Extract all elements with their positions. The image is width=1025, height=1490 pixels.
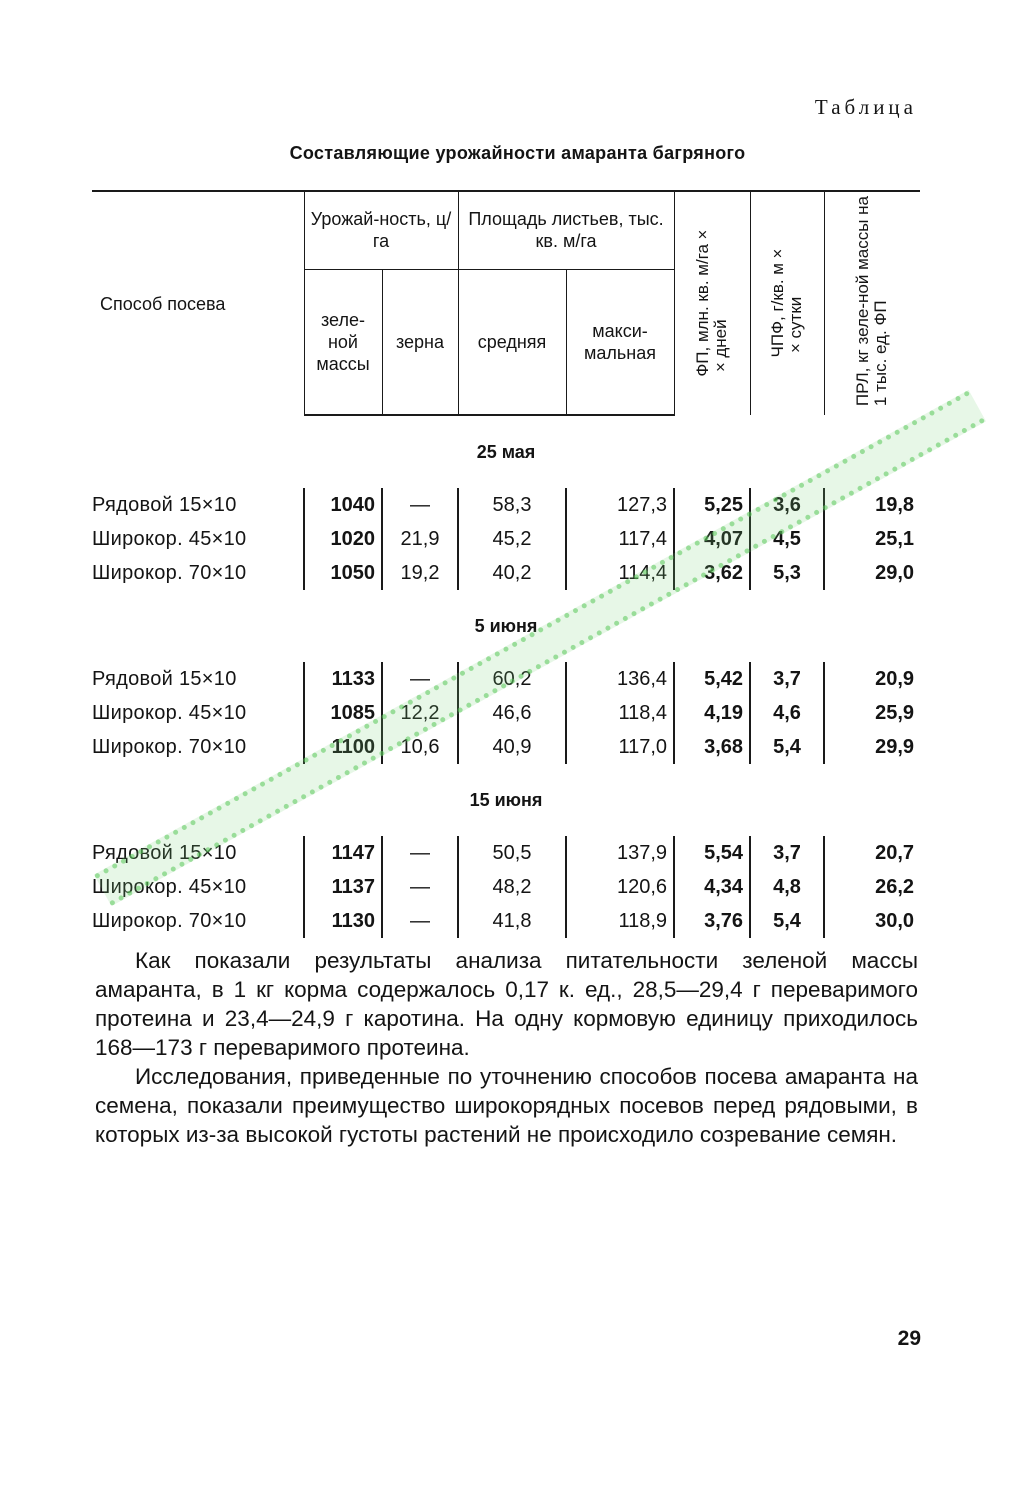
cell-method: Широкор. 45×10 [92,701,247,724]
cell-yield-green: 1020 [304,522,382,556]
cell-leaf-avg: 41,8 [458,904,566,938]
cell-yield-grain: 21,9 [382,522,458,556]
cell-prl: 20,9 [824,662,920,696]
cell-fp: 4,19 [674,696,750,730]
section-date: 5 июня [474,615,538,636]
cell-yield-grain: — [382,904,458,938]
table-row [92,696,920,730]
cell-fp: 4,07 [674,522,750,556]
section-date: 25 мая [476,441,536,462]
cell-prl: 29,9 [824,730,920,764]
header-yield-grain: зерна [382,269,458,415]
cell-yield-grain: — [382,836,458,870]
section-header-row [92,590,920,662]
cell-chpf: 5,3 [750,556,824,590]
cell-yield-grain: 12,2 [382,696,458,730]
cell-fp: 4,34 [674,870,750,904]
cell-fp: 5,54 [674,836,750,870]
cell-prl: 19,8 [824,488,920,522]
cell-yield-grain: 10,6 [382,730,458,764]
cell-yield-green: 1133 [304,662,382,696]
cell-chpf: 4,6 [750,696,824,730]
table-title: Составляющие урожайности амаранта багряного [289,143,746,163]
cell-method: Рядовой 15×10 [92,493,237,516]
cell-method: Широкор. 45×10 [92,527,247,550]
yield-components-table [92,190,920,938]
cell-chpf: 3,7 [750,662,824,696]
cell-chpf: 4,5 [750,522,824,556]
cell-yield-grain: — [382,488,458,522]
paragraph: Исследования, приведенные по уточнению способов посева амаранта на семена, показали преимущество широкорядных посевов перед рядовыми, в которых из-за высокой густоты растений не происходило созревание семян. [95,1064,918,1147]
table-row [92,870,920,904]
paragraph: Как показали результаты анализа питательности зеленой массы амаранта, в 1 кг корма содержалось 0,17 к. ед., 28,5—29,4 г переваримого протеина и 23,4—24,9 г каротина. На одну кормовую единицу приходилось 168—173 г переваримого протеина. [95,948,918,1060]
cell-chpf: 3,6 [750,488,824,522]
header-yield-group: Урожай-ность, ц/га [304,191,458,269]
body-text [95,946,918,1149]
cell-yield-green: 1130 [304,904,382,938]
cell-chpf: 3,7 [750,836,824,870]
cell-method: Широкор. 70×10 [92,561,247,584]
cell-leaf-max: 114,4 [566,556,674,590]
section-header-row [92,764,920,836]
cell-yield-green: 1050 [304,556,382,590]
table-label: Таблица [814,95,917,119]
cell-prl: 25,9 [824,696,920,730]
page-number: 29 [897,1327,921,1350]
cell-chpf: 4,8 [750,870,824,904]
cell-yield-green: 1147 [304,836,382,870]
cell-method: Широкор. 45×10 [92,875,247,898]
table-row [92,522,920,556]
cell-leaf-avg: 46,6 [458,696,566,730]
cell-leaf-max: 137,9 [566,836,674,870]
cell-fp: 3,76 [674,904,750,938]
cell-fp: 3,68 [674,730,750,764]
cell-chpf: 5,4 [750,730,824,764]
cell-prl: 29,0 [824,556,920,590]
cell-leaf-avg: 40,2 [458,556,566,590]
cell-leaf-max: 127,3 [566,488,674,522]
header-leaf-max: макси-мальная [566,269,674,415]
cell-leaf-avg: 48,2 [458,870,566,904]
header-leaf-avg: средняя [458,269,566,415]
table-row [92,662,920,696]
table-row [92,556,920,590]
cell-method: Широкор. 70×10 [92,909,247,932]
section-date: 15 июня [469,789,543,810]
cell-method: Рядовой 15×10 [92,841,237,864]
cell-yield-grain: — [382,662,458,696]
cell-yield-green: 1137 [304,870,382,904]
header-yield-green: зеле-ной массы [304,269,382,415]
cell-prl: 25,1 [824,522,920,556]
table-row [92,730,920,764]
cell-yield-green: 1085 [304,696,382,730]
cell-leaf-avg: 60,2 [458,662,566,696]
cell-method: Широкор. 70×10 [92,735,247,758]
header-method: Способ посева [92,191,304,415]
cell-chpf: 5,4 [750,904,824,938]
cell-leaf-max: 117,0 [566,730,674,764]
section-header-row [92,415,920,488]
cell-leaf-max: 120,6 [566,870,674,904]
table-row [92,836,920,870]
cell-fp: 5,42 [674,662,750,696]
cell-leaf-avg: 50,5 [458,836,566,870]
cell-leaf-max: 117,4 [566,522,674,556]
table-row [92,904,920,938]
cell-leaf-max: 118,9 [566,904,674,938]
cell-fp: 3,62 [674,556,750,590]
header-prl: ПРЛ, кг зеле-ной массы на 1 тыс. ед. ФП [824,191,920,415]
cell-prl: 20,7 [824,836,920,870]
cell-leaf-max: 118,4 [566,696,674,730]
header-fp: ФП, млн. кв. м/га× ×дней [674,191,750,415]
cell-leaf-avg: 45,2 [458,522,566,556]
table-row [92,488,920,522]
cell-leaf-avg: 58,3 [458,488,566,522]
cell-yield-green: 1040 [304,488,382,522]
cell-yield-grain: — [382,870,458,904]
cell-method: Рядовой 15×10 [92,667,237,690]
cell-prl: 30,0 [824,904,920,938]
header-leaf-group: Площадь листьев, тыс. кв. м/га [458,191,674,269]
cell-leaf-max: 136,4 [566,662,674,696]
cell-leaf-avg: 40,9 [458,730,566,764]
cell-prl: 26,2 [824,870,920,904]
header-chpf: ЧПФ, г/кв. м× ×сутки [750,191,824,415]
cell-yield-green: 1100 [304,730,382,764]
cell-yield-grain: 19,2 [382,556,458,590]
cell-fp: 5,25 [674,488,750,522]
